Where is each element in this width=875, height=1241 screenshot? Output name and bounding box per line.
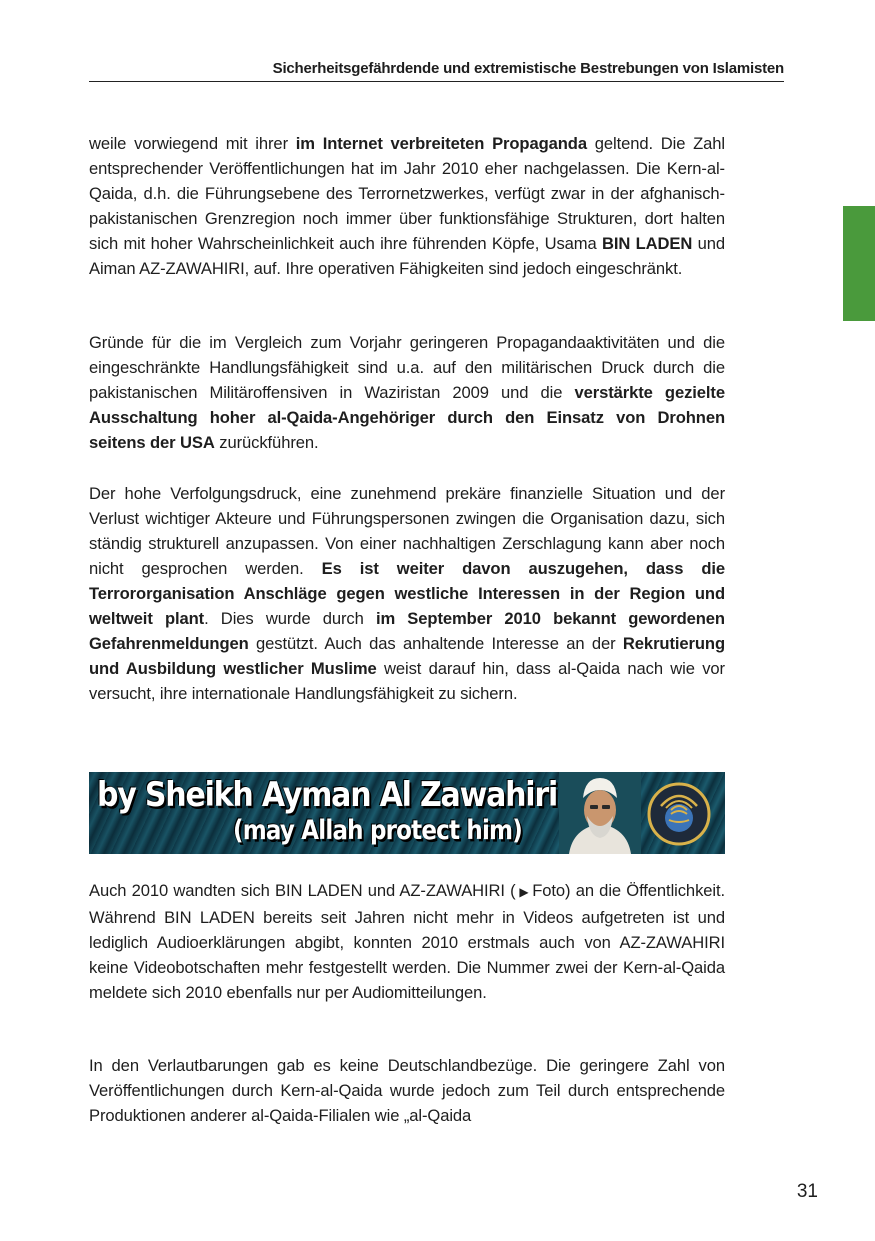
body-text-run: und Aiman AZ-ZAWAHIRI, auf. Ihre operativen Fähigkeiten sind jedoch eingeschränkt.	[89, 234, 725, 278]
body-text-run: weist darauf hin, dass al-Qaida nach wie vor versucht, ihre internationale Handlungsfähigkeit zu sichern.	[89, 659, 725, 703]
banner-subtitle: (may Allah protect him)	[233, 816, 522, 846]
paragraph-4-text	[89, 878, 725, 1005]
paragraph-4	[89, 878, 725, 1005]
body-text-run: geltend. Die Zahl entsprechender Veröffentlichungen hat im Jahr 2010 eher nachgelassen. Die Kern-al-Qaida, d.h. die Führungsebene des Terrornetzwerkes, verfügt zwar in der afghanisch-pakistanischen Grenzregion noch immer über funktionsfähige Strukturen, dort halten sich mit hoher Wahrscheinlichkeit auch ihre führenden Köpfe, Usama	[89, 134, 725, 253]
paragraph-5-text	[89, 1053, 725, 1128]
arrow-right-icon: ▶	[518, 885, 530, 899]
body-text-run: Gründe für die im Vergleich zum Vorjahr geringeren Propagandaaktivitäten und die eingeschränkte Handlungsfähigkeit sind u.a. auf den militärischen Druck durch die pakistanischen Militäroffensiven in Waziristan 2009 und die	[89, 333, 725, 402]
body-text-run: zurückführen.	[214, 433, 319, 452]
body-text-run: In den Verlautbarungen gab es keine Deutschlandbezüge. Die geringere Zahl von Veröffentlichungen durch Kern-al-Qaida wurde jedoch zum Teil durch entsprechende Produktionen anderer al-Qaida-Filialen wie „al-Qaida	[89, 1056, 725, 1125]
paragraph-3	[89, 481, 725, 706]
body-text-run: Der hohe Verfolgungsdruck, eine zunehmend prekäre finanzielle Situation und der Verlust wichtiger Akteure und Führungspersonen zwingen die Organisation dazu, sich ständig strukturell anzupassen. Von einer nachhaltigen Zerschlagung kann aber noch nicht gesprochen werden.	[89, 484, 725, 578]
paragraph-3-text	[89, 481, 725, 706]
paragraph-5	[89, 1053, 725, 1128]
body-text-run: Foto) an die Öffentlichkeit. Während BIN LADEN bereits seit Jahren nicht mehr in Videos aufgetreten ist und lediglich Audioerklärungen abgibt, konnten 2010 erstmals auch von AZ-ZAWAHIRI keine Videobotschaften mehr festgestellt werden. Die Nummer zwei der Kern-al-Qaida meldete sich 2010 ebenfalls nur per Audiomitteilungen.	[89, 881, 725, 1002]
page-number: 31	[796, 1181, 818, 1202]
body-text-run: Auch 2010 wandten sich BIN LADEN und AZ-ZAWAHIRI (	[89, 881, 516, 900]
body-text-run: weile vorwiegend mit ihrer	[89, 134, 296, 153]
running-header: Sicherheitsgefährdende und extremistische Bestrebungen von Islamisten	[89, 60, 784, 82]
emphasis-text: im Internet verbreiteten Propaganda	[295, 134, 587, 153]
emphasis-text: Rekrutierung und Ausbildung westlicher Muslime	[89, 634, 725, 678]
paragraph-2-text	[89, 330, 725, 455]
zawahiri-banner-image	[89, 772, 725, 854]
banner-title: by Sheikh Ayman Al Zawahiri	[97, 776, 558, 816]
body-text-run: . Dies wurde durch	[204, 609, 376, 628]
emphasis-text: verstärkte gezielte Ausschaltung hoher al-Qaida-Angehöriger durch den Einsatz von Drohnen seitens der USA	[89, 383, 725, 452]
paragraph-1	[89, 131, 725, 281]
portrait-image	[559, 772, 641, 854]
emphasis-text: im September 2010 bekannt gewordenen Gefahrenmeldungen	[89, 609, 725, 653]
paragraph-1-text	[89, 131, 725, 281]
emphasis-text: BIN LADEN	[601, 234, 693, 253]
emblem-logo-icon	[641, 778, 717, 850]
body-text-run: gestützt. Auch das anhaltende Interesse an der	[248, 634, 623, 653]
emphasis-text: Es ist weiter davon auszugehen, dass die Terrororganisation Anschläge gegen westliche Interessen in der Region und weltweit plant	[89, 559, 725, 628]
paragraph-2	[89, 330, 725, 455]
chapter-tab	[843, 206, 875, 321]
